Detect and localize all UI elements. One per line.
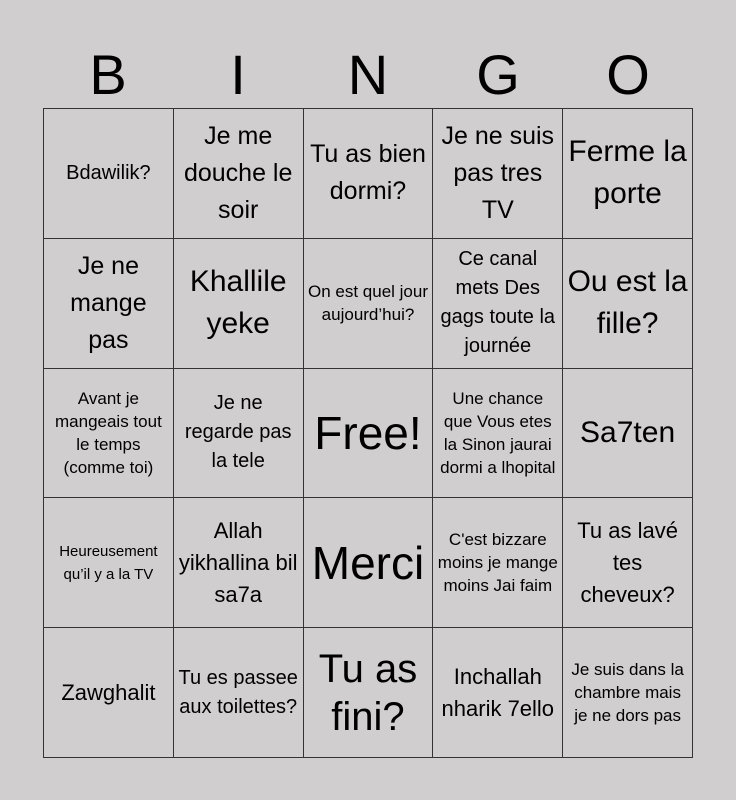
cell-text: Tu as lavé tes cheveux?: [577, 517, 678, 607]
bingo-cell[interactable]: [174, 239, 304, 369]
bingo-cell[interactable]: [563, 369, 693, 499]
header-letter-o: O: [606, 43, 650, 106]
cell-text: Je ne mange pas: [70, 251, 147, 354]
cell-text: Tu as bien dormi?: [310, 140, 426, 206]
bingo-card-grid: [43, 108, 693, 758]
header-letter-g: G: [476, 43, 520, 106]
bingo-cell[interactable]: [174, 109, 304, 239]
cell-text: Bdawilik?: [66, 161, 151, 184]
bingo-cell[interactable]: [563, 628, 693, 758]
bingo-cell[interactable]: [563, 498, 693, 628]
cell-text: Zawghalit: [61, 679, 156, 705]
bingo-cell[interactable]: [44, 109, 174, 239]
cell-text: Inchallah nharik 7ello: [441, 663, 555, 721]
header-letter-i: I: [230, 43, 246, 106]
bingo-cell[interactable]: [174, 369, 304, 499]
bingo-cell[interactable]: [44, 628, 174, 758]
cell-text: Sa7ten: [580, 415, 676, 449]
cell-text: Je ne regarde pas la tele: [184, 392, 292, 473]
cell-text: Une chance que Vous etes la Sinon jaurai dormi a lhopital: [440, 388, 556, 477]
cell-text: Tu es passee aux toilettes?: [178, 666, 298, 718]
bingo-cell[interactable]: [563, 109, 693, 239]
cell-text: C'est bizzare moins je mange moins Jai faim: [437, 530, 558, 596]
cell-text: Je ne suis pas tres TV: [441, 121, 555, 224]
cell-text: Allah yikhallina bil sa7a: [178, 517, 298, 607]
cell-text: Merci: [311, 536, 425, 589]
bingo-cell[interactable]: [44, 498, 174, 628]
free-space-label: Free!: [314, 406, 422, 459]
cell-text: Ferme la porte: [568, 135, 687, 211]
bingo-cell[interactable]: [174, 498, 304, 628]
bingo-cell[interactable]: [44, 369, 174, 499]
cell-text: Tu as fini?: [318, 646, 418, 739]
cell-text: Je suis dans la chambre mais je ne dors pas: [571, 660, 684, 726]
bingo-cell[interactable]: [304, 109, 434, 239]
bingo-cell[interactable]: [433, 628, 563, 758]
cell-text: Heureusement qu’il y a la TV: [59, 542, 158, 583]
bingo-cell[interactable]: [433, 109, 563, 239]
bingo-cell[interactable]: [433, 239, 563, 369]
bingo-cell[interactable]: [174, 628, 304, 758]
cell-text: On est quel jour aujourd’hui?: [307, 282, 428, 325]
bingo-cell[interactable]: [433, 369, 563, 499]
cell-text: Avant je mangeais tout le temps (comme toi): [55, 388, 162, 477]
bingo-header: [43, 42, 693, 108]
bingo-cell[interactable]: [563, 239, 693, 369]
header-letter-b: B: [89, 43, 127, 106]
cell-text: Ce canal mets Des gags toute la journée: [440, 248, 556, 358]
free-space-cell[interactable]: [304, 369, 434, 499]
cell-text: Khallile yeke: [189, 265, 287, 341]
bingo-cell[interactable]: [44, 239, 174, 369]
cell-text: Ou est la fille?: [567, 265, 688, 341]
bingo-cell[interactable]: [433, 498, 563, 628]
bingo-cell[interactable]: [304, 239, 434, 369]
header-letter-n: N: [347, 43, 389, 106]
bingo-cell[interactable]: [304, 498, 434, 628]
bingo-cell[interactable]: [304, 628, 434, 758]
cell-text: Je me douche le soir: [183, 121, 293, 224]
